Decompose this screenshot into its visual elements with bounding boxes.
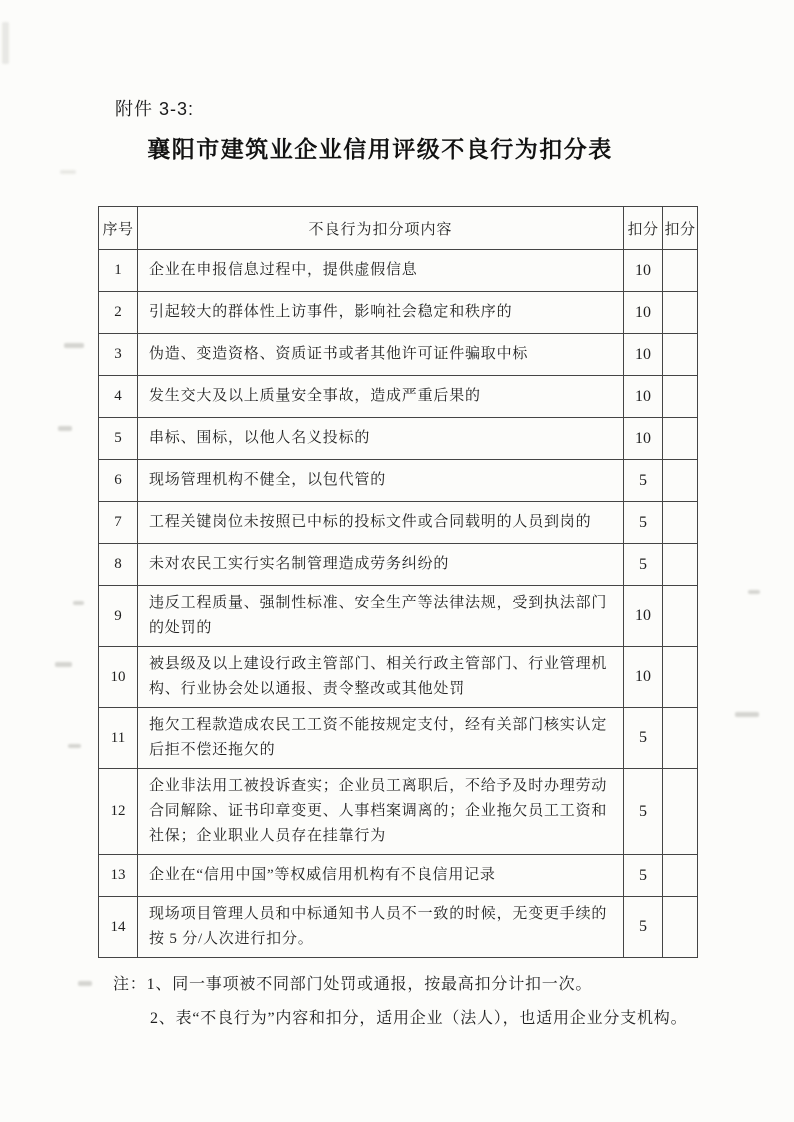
table-cell-score [663, 460, 698, 502]
table-cell-score [663, 769, 698, 855]
table-cell-points: 10 [624, 418, 663, 460]
header-cell-score: 扣分 [663, 207, 698, 250]
table-row [99, 647, 698, 708]
table-cell-points: 5 [624, 897, 663, 958]
note-2: 2、表“不良行为”内容和扣分，适用企业（法人），也适用企业分支机构。 [150, 1010, 688, 1027]
table-cell-points: 10 [624, 647, 663, 708]
table-cell-score [663, 544, 698, 586]
table-row [99, 502, 698, 544]
scan-artifact [748, 590, 760, 594]
table-row [99, 376, 698, 418]
scan-artifact [58, 426, 72, 431]
table-cell-points: 5 [624, 460, 663, 502]
table-cell-content: 未对农民工实行实名制管理造成劳务纠纷的 [138, 544, 624, 586]
table-cell-no: 12 [99, 769, 138, 855]
table-cell-content: 串标、围标，以他人名义投标的 [138, 418, 624, 460]
table-cell-points: 10 [624, 376, 663, 418]
table-cell-points: 5 [624, 544, 663, 586]
table-cell-no: 14 [99, 897, 138, 958]
table-cell-no: 5 [99, 418, 138, 460]
table-row [99, 586, 698, 647]
table-cell-score [663, 250, 698, 292]
table-row [99, 460, 698, 502]
scan-artifact [68, 744, 81, 748]
table-cell-content: 违反工程质量、强制性标准、安全生产等法律法规，受到执法部门的处罚的 [138, 586, 624, 647]
header-cell-content: 不良行为扣分项内容 [138, 207, 624, 250]
table-cell-content: 引起较大的群体性上访事件，影响社会稳定和秩序的 [138, 292, 624, 334]
scan-artifact [60, 170, 76, 174]
table-cell-content: 现场项目管理人员和中标通知书人员不一致的时候，无变更手续的按 5 分/人次进行扣分。 [138, 897, 624, 958]
table-row [99, 769, 698, 855]
scan-artifact [735, 712, 759, 717]
table-cell-points: 10 [624, 586, 663, 647]
scan-artifact [78, 981, 92, 986]
table-cell-points: 5 [624, 502, 663, 544]
deduction-table-container [98, 206, 697, 958]
deduction-table-body [99, 250, 698, 958]
table-cell-score [663, 292, 698, 334]
table-cell-points: 5 [624, 855, 663, 897]
table-cell-score [663, 586, 698, 647]
note-1: 注：1、同一事项被不同部门处罚或通报，按最高扣分计扣一次。 [113, 976, 593, 993]
table-cell-points: 10 [624, 250, 663, 292]
table-cell-content: 拖欠工程款造成农民工工资不能按规定支付，经有关部门核实认定后拒不偿还拖欠的 [138, 708, 624, 769]
table-cell-content: 伪造、变造资格、资质证书或者其他许可证件骗取中标 [138, 334, 624, 376]
table-row [99, 334, 698, 376]
table-cell-score [663, 855, 698, 897]
table-cell-content: 工程关键岗位未按照已中标的投标文件或合同载明的人员到岗的 [138, 502, 624, 544]
table-cell-points: 10 [624, 334, 663, 376]
table-cell-score [663, 376, 698, 418]
table-cell-score [663, 334, 698, 376]
table-cell-no: 4 [99, 376, 138, 418]
table-cell-no: 10 [99, 647, 138, 708]
table-cell-score [663, 897, 698, 958]
scan-artifact [55, 662, 72, 667]
table-cell-points: 5 [624, 708, 663, 769]
table-cell-score [663, 708, 698, 769]
table-cell-content: 现场管理机构不健全，以包代管的 [138, 460, 624, 502]
table-cell-points: 5 [624, 769, 663, 855]
deduction-table [98, 206, 698, 958]
table-cell-score [663, 647, 698, 708]
table-cell-no: 1 [99, 250, 138, 292]
table-row [99, 708, 698, 769]
table-row [99, 250, 698, 292]
table-row [99, 855, 698, 897]
table-cell-no: 8 [99, 544, 138, 586]
table-row [99, 292, 698, 334]
table-row [99, 897, 698, 958]
table-cell-no: 11 [99, 708, 138, 769]
table-cell-content: 企业在“信用中国”等权威信用机构有不良信用记录 [138, 855, 624, 897]
table-cell-no: 2 [99, 292, 138, 334]
header-cell-points: 扣分 [624, 207, 663, 250]
scan-artifact [73, 601, 84, 605]
table-cell-no: 9 [99, 586, 138, 647]
table-cell-content: 企业在申报信息过程中，提供虚假信息 [138, 250, 624, 292]
scan-artifact [2, 22, 9, 64]
table-cell-points: 10 [624, 292, 663, 334]
table-header [99, 207, 698, 250]
page-title: 襄阳市建筑业企业信用评级不良行为扣分表 [147, 136, 613, 162]
table-header-row [99, 207, 698, 250]
table-cell-no: 13 [99, 855, 138, 897]
table-cell-no: 7 [99, 502, 138, 544]
table-row [99, 418, 698, 460]
table-cell-no: 6 [99, 460, 138, 502]
table-cell-content: 企业非法用工被投诉查实；企业员工离职后，不给予及时办理劳动合同解除、证书印章变更、人事档案调离的；企业拖欠员工工资和社保；企业职业人员存在挂靠行为 [138, 769, 624, 855]
header-cell-no: 序号 [99, 207, 138, 250]
attachment-label: 附件 3-3: [115, 99, 195, 119]
table-cell-score [663, 418, 698, 460]
scan-artifact [64, 343, 84, 348]
table-cell-no: 3 [99, 334, 138, 376]
table-cell-content: 发生交大及以上质量安全事故，造成严重后果的 [138, 376, 624, 418]
table-row [99, 544, 698, 586]
table-cell-score [663, 502, 698, 544]
table-cell-content: 被县级及以上建设行政主管部门、相关行政主管部门、行业管理机构、行业协会处以通报、责令整改或其他处罚 [138, 647, 624, 708]
